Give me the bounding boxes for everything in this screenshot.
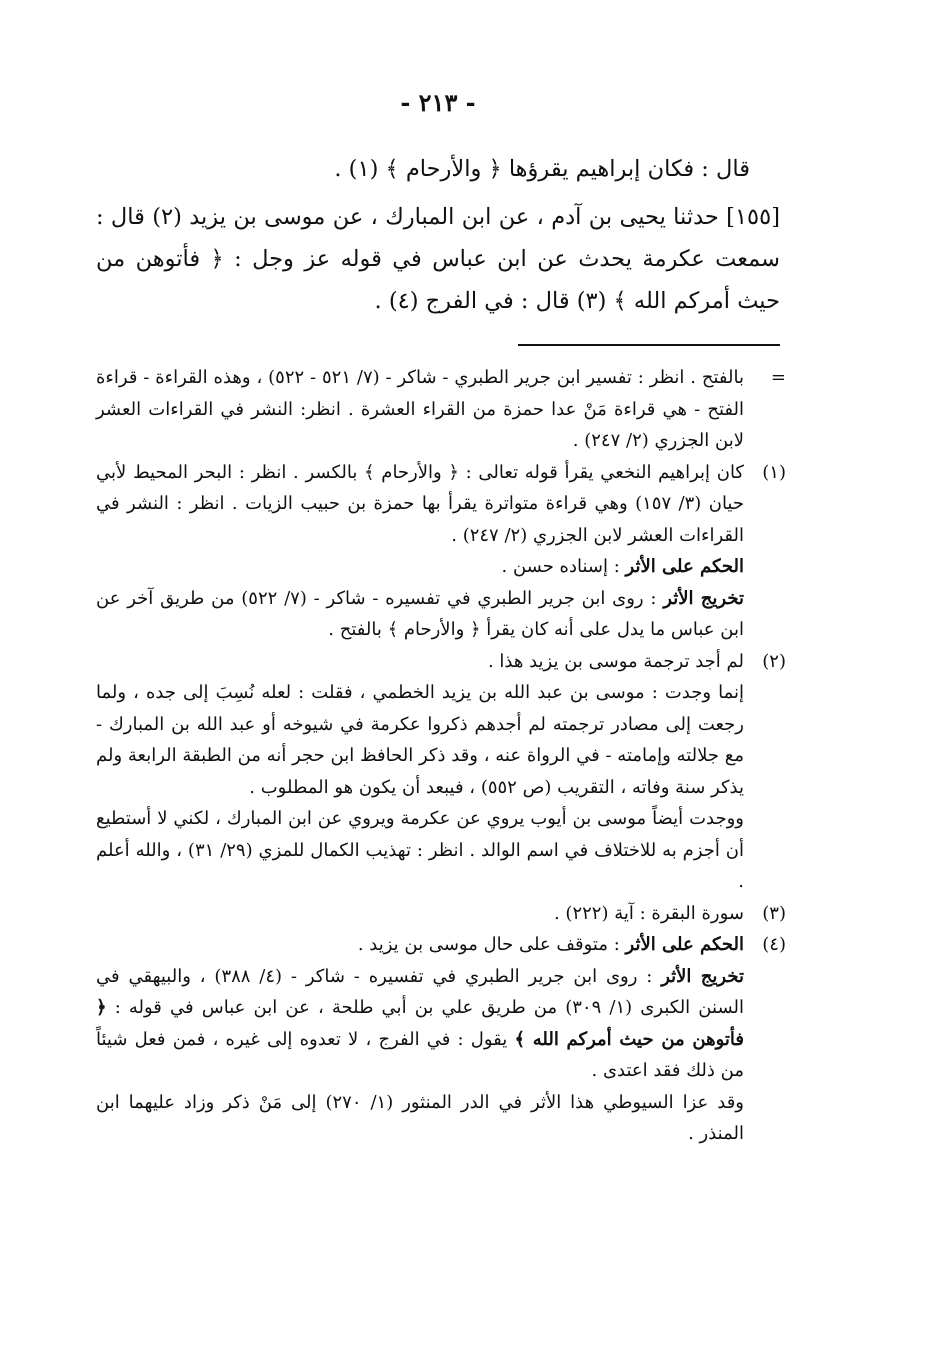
footnote-1 [96, 457, 786, 552]
footnote-1-text: كان إبراهيم النخعي يقرأ قوله تعالى : ﴿ والأرحام ﴾ بالكسر . انظر : البحر المحيط لأبي حيان (٣/ ١٥٧) وهي قراءة متواترة يقرأ بها حمزة بن حبيب الزيات . انظر : النشر في القراءات العشر لابن الجزري (٢/ ٢٤٧) . [96, 461, 744, 546]
takhrij-text: : روى ابن جرير الطبري في تفسيره - شاكر - (٧/ ٥٢٢) من طريق آخر عن ابن عباس ما يدل على أنه كان يقرأ ﴿ والأرحام ﴾ بالفتح . [96, 587, 744, 640]
footnote-3-number: (٣) [762, 902, 786, 924]
footnote-2 [96, 646, 786, 678]
footnote-3-text: سورة البقرة : آية (٢٢٢) . [553, 902, 744, 924]
footnote-2-number: (٢) [762, 650, 786, 672]
quranic-quote: ﴿ فأتوهن من حيث أمركم الله ﴾ [96, 997, 744, 1050]
hukm-text: : متوقف على حال موسى بن يزيد . [357, 934, 620, 955]
page-number: - ٢١٣ - [400, 88, 476, 117]
footnote-1-number: (١) [762, 461, 786, 483]
footnote-1-takhrij [96, 583, 780, 646]
footnote-4-para-2: وقد عزا السيوطي هذا الأثر في الدر المنثور (١/ ٢٧٠) إلى مَنْ ذكر وزاد عليهما ابن المنذر . [96, 1091, 744, 1144]
hukm-text: : إسناده حسن . [501, 556, 620, 577]
main-text [96, 148, 780, 322]
footnote-2-text: لم أجد ترجمة موسى بن يزيد هذا . [487, 650, 744, 672]
footnote-1-hukm [96, 551, 780, 583]
footnote-4-number: (٤) [762, 934, 786, 955]
hukm-label: الحكم على الأثر [625, 556, 744, 577]
footnote-2-para-2: إنما وجدت : موسى بن عبد الله بن يزيد الخطمي ، فقلت : لعله نُسِبَ إلى جده ، ولما رجعت إلى مصادر ترجمته لم أجدهم ذكروا عكرمة في شيوخه أو عبد الله بن المبارك - مع جلالته وإمامته - في الرواة عنه ، وقد ذكر الحافظ ابن حجر أنه من الطبقة الرابعة ولم يذكر سنة وفاته ، التقريب (ص ٥٥٢) ، فيبعد أن يكون هو المطلوب . [96, 682, 744, 798]
hukm-label: الحكم على الأثر [625, 934, 744, 955]
athar-155: [١٥٥] حدثنا يحيى بن آدم ، عن ابن المبارك ، عن موسى بن يزيد (٢) قال : سمعت عكرمة يحدث عن ابن عباس في قوله عز وجل : ﴿ فأتوهن من حيث أمركم الله ﴾ (٣) قال : في الفرج (٤) . [96, 204, 780, 314]
footnote-2-para-3: ووجدت أيضاً موسى بن أيوب يروي عن عكرمة ويروي عن ابن المبارك ، لكني لا أستطيع أن أجزم به للاختلاف في اسم الوالد . انظر : تهذيب الكمال للمزي (٢٩/ ٣١) ، والله أعلم . [96, 808, 744, 892]
footnote-3 [96, 898, 786, 930]
continuation-text: بالفتح . انظر : تفسير ابن جرير الطبري - شاكر - (٧/ ٥٢١ - ٥٢٢) ، وهذه القراءة - قراءة الفتح - هي قراءة مَنْ عدا حمزة من القراء العشرة . انظر: النشر في القراءات العشر لابن الجزري (٢/ ٢٤٧) . [96, 367, 745, 451]
takhrij-label: تخريج الأثر [661, 965, 744, 987]
footnotes [96, 362, 786, 1150]
takhrij-text-a: : روى ابن جرير الطبري في تفسيره - شاكر - (٤/ ٣٨٨) ، والبيهقي في السنن الكبرى (١/ ٣٠٩) من طريق علي بن أبي طلحة ، عن ابن عباس في قوله : [96, 965, 744, 1018]
footnote-4-takhrij [96, 961, 780, 1087]
continuation-marker: = [770, 367, 786, 388]
main-line-1: قال : فكان إبراهيم يقرؤها ﴿ والأرحام ﴾ (١) . [334, 156, 750, 182]
footnote-4 [96, 929, 786, 961]
takhrij-text-b: يقول : في الفرج ، لا تعدوه إلى غيره ، فمن فعل شيئاً من ذلك فقد اعتدى . [96, 1028, 744, 1081]
footnote-continuation [96, 362, 786, 457]
footnote-divider [518, 344, 780, 346]
takhrij-label: تخريج الأثر [663, 587, 744, 609]
